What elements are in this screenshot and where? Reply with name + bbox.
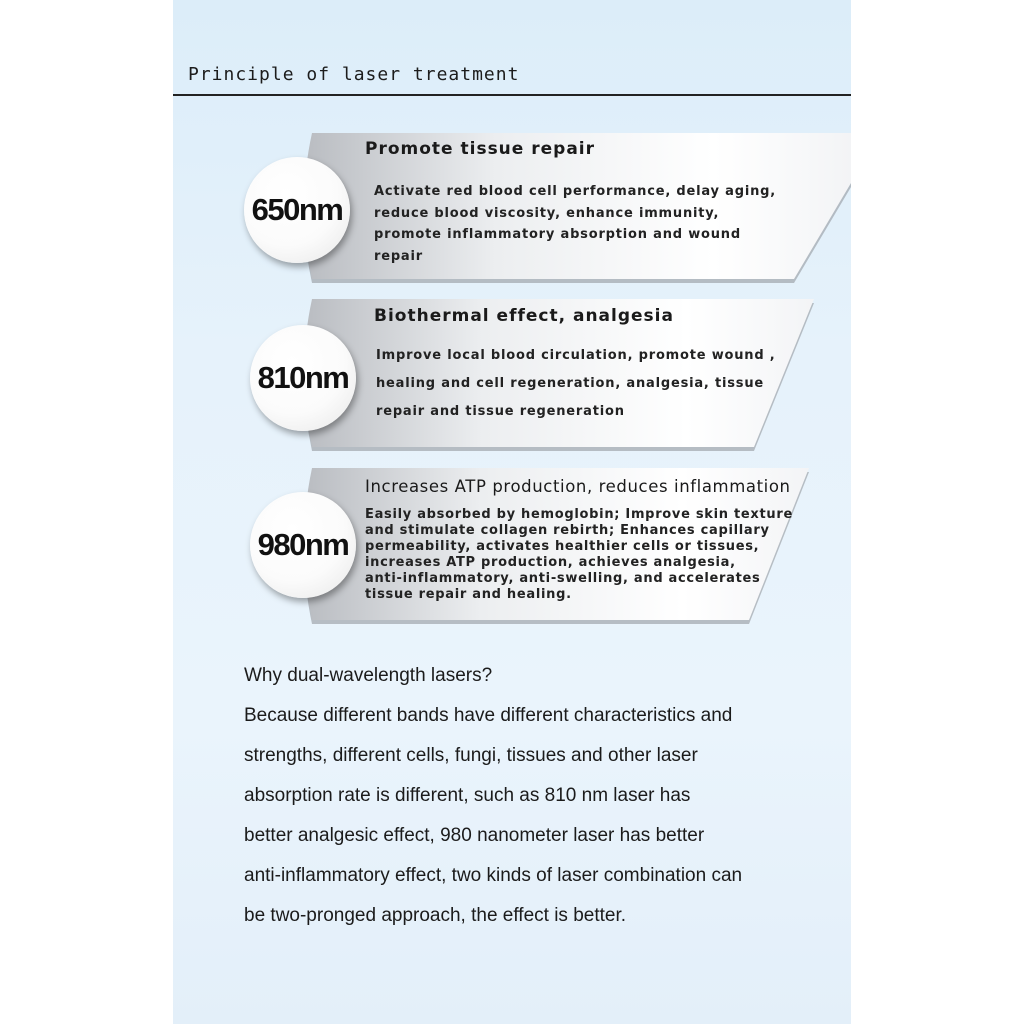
- explanation-section: [244, 662, 834, 942]
- wavelength-label: 980nm: [257, 527, 349, 562]
- description-line: anti-inflammatory, anti-swelling, and accelerates: [365, 571, 761, 586]
- explanation-question: Why dual-wavelength lasers?: [244, 665, 493, 686]
- explanation-line: better analgesic effect, 980 nanometer laser has better: [244, 825, 705, 846]
- card-description: [376, 342, 776, 426]
- description-line: repair and tissue regeneration: [376, 404, 625, 419]
- description-line: Activate red blood cell performance, delay aging,: [374, 184, 776, 199]
- wavelength-badge-650nm: [244, 157, 350, 263]
- description-line: reduce blood viscosity, enhance immunity,: [374, 205, 720, 221]
- wavelength-label: 650nm: [251, 192, 343, 227]
- wavelength-badge-810nm: [250, 325, 356, 431]
- explanation-line: absorption rate is different, such as 810 nm laser has: [244, 785, 691, 806]
- explanation-line: strengths, different cells, fungi, tissues and other laser: [244, 745, 698, 766]
- explanation-line: be two-pronged approach, the effect is better.: [244, 905, 627, 926]
- card-810nm: [257, 297, 851, 452]
- page-title: Principle of laser treatment: [188, 64, 520, 85]
- description-line: promote inflammatory absorption and wound: [374, 227, 741, 242]
- card-650nm: [251, 131, 851, 283]
- card-title: Increases ATP production, reduces inflammation: [365, 477, 791, 496]
- card-title: Promote tissue repair: [365, 139, 595, 159]
- description-line: and stimulate collagen rebirth; Enhances capillary: [365, 523, 770, 538]
- explanation-line: Because different bands have different characteristics and: [244, 705, 733, 726]
- title-underline: [173, 94, 851, 96]
- description-line: increases ATP production, achieves analgesia,: [365, 555, 736, 570]
- card-description: [365, 507, 793, 603]
- description-line: Improve local blood circulation, promote wound ,: [376, 348, 776, 363]
- description-line: tissue repair and healing.: [365, 587, 572, 602]
- card-980nm: [257, 466, 851, 626]
- content-panel: [173, 0, 851, 1024]
- description-line: repair: [374, 248, 423, 264]
- card-description: [374, 181, 776, 267]
- description-line: Easily absorbed by hemoglobin; Improve skin texture: [365, 507, 793, 522]
- card-title: Biothermal effect, analgesia: [374, 306, 674, 326]
- wavelength-label: 810nm: [257, 360, 349, 395]
- description-line: permeability, activates healthier cells or tissues,: [365, 539, 760, 554]
- description-line: healing and cell regeneration, analgesia, tissue: [376, 376, 765, 391]
- wavelength-badge-980nm: [250, 492, 356, 598]
- explanation-line: anti-inflammatory effect, two kinds of laser combination can: [244, 865, 743, 886]
